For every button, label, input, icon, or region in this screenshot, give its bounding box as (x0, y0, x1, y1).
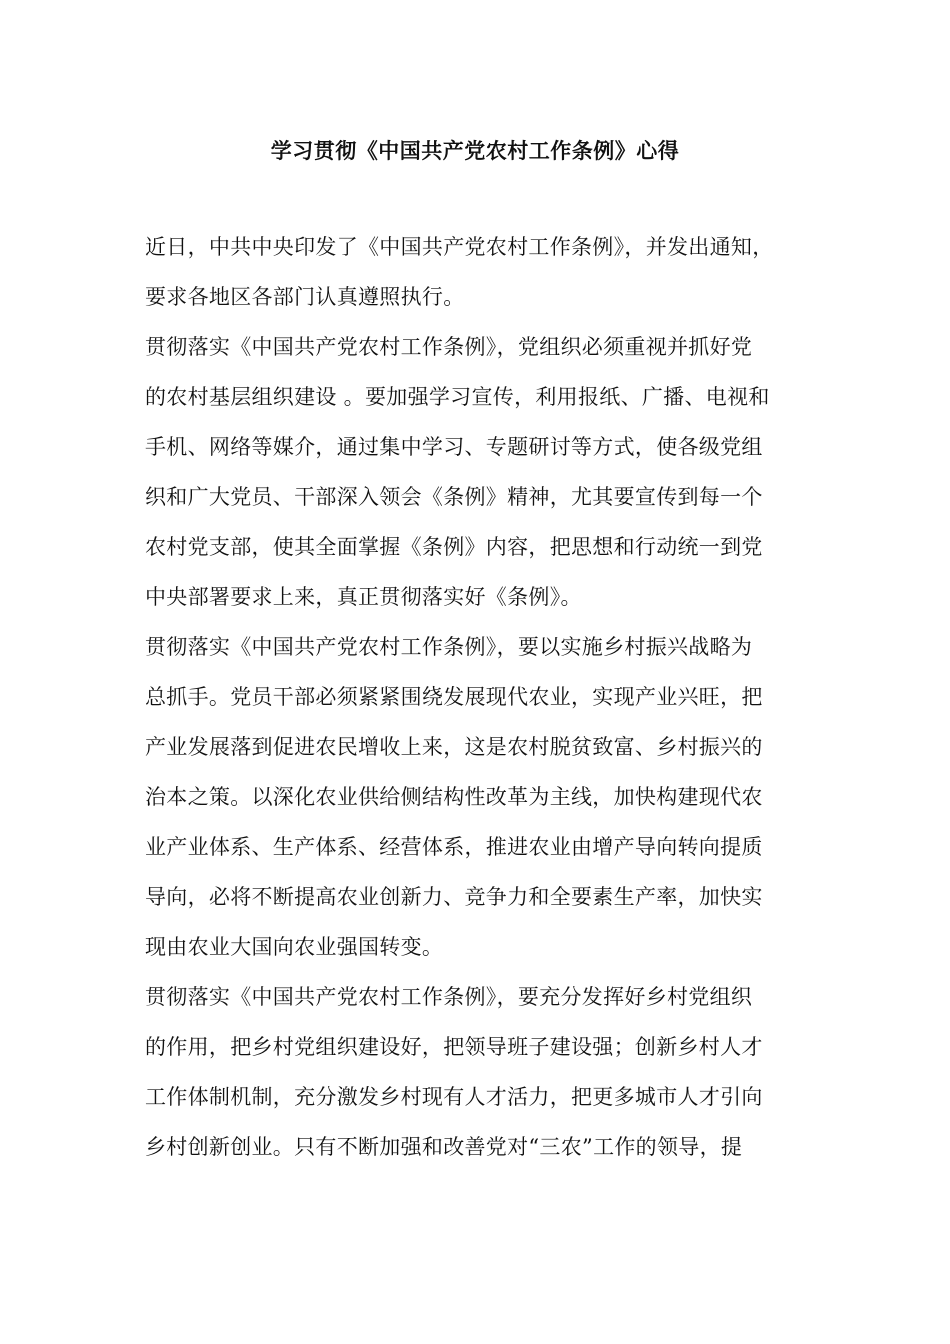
document-body (145, 222, 805, 1172)
text-line: 的作用，把乡村党组织建设好，把领导班子建设强；创新乡村人才 (145, 1035, 763, 1059)
text-line: 近日，中共中央印发了《中国共产党农村工作条例》，并发出通知， (145, 235, 774, 259)
text-line: 乡村创新创业。只有不断加强和改善党对“三农”工作的领导，提 (145, 1135, 743, 1159)
text-line: 现由农业大国向农业强国转变。 (145, 935, 444, 959)
text-line: 总抓手。党员干部必须紧紧围绕发展现代农业，实现产业兴旺，把 (145, 685, 763, 709)
text-line: 要求各地区各部门认真遵照执行。 (145, 285, 465, 309)
text-line: 产业发展落到促进农民增收上来，这是农村脱贫致富、乡村振兴的 (145, 735, 763, 759)
text-line: 业产业体系、生产体系、经营体系，推进农业由增产导向转向提质 (145, 835, 763, 859)
text-line: 治本之策。以深化农业供给侧结构性改革为主线，加快构建现代农 (145, 785, 763, 809)
text-line: 农村党支部，使其全面掌握《条例》内容，把思想和行动统一到党 (145, 535, 763, 559)
text-line: 织和广大党员、干部深入领会《条例》精神，尤其要宣传到每一个 (145, 485, 763, 509)
text-line: 手机、网络等媒介，通过集中学习、专题研讨等方式，使各级党组 (145, 435, 763, 459)
text-line: 工作体制机制，充分激发乡村现有人才活力，把更多城市人才引向 (145, 1085, 763, 1109)
text-line: 贯彻落实《中国共产党农村工作条例》，党组织必须重视并抓好党 (145, 335, 753, 359)
text-line: 导向，必将不断提高农业创新力、竞争力和全要素生产率，加快实 (145, 885, 763, 909)
document-title: 学习贯彻《中国共产党农村工作条例》心得 (270, 138, 680, 163)
text-line: 贯彻落实《中国共产党农村工作条例》，要以实施乡村振兴战略为 (145, 635, 753, 659)
text-line: 的农村基层组织建设 。要加强学习宣传，利用报纸、广播、电视和 (145, 385, 770, 409)
text-line: 贯彻落实《中国共产党农村工作条例》，要充分发挥好乡村党组织 (145, 985, 753, 1009)
text-line: 中央部署要求上来，真正贯彻落实好《条例》。 (145, 585, 582, 609)
